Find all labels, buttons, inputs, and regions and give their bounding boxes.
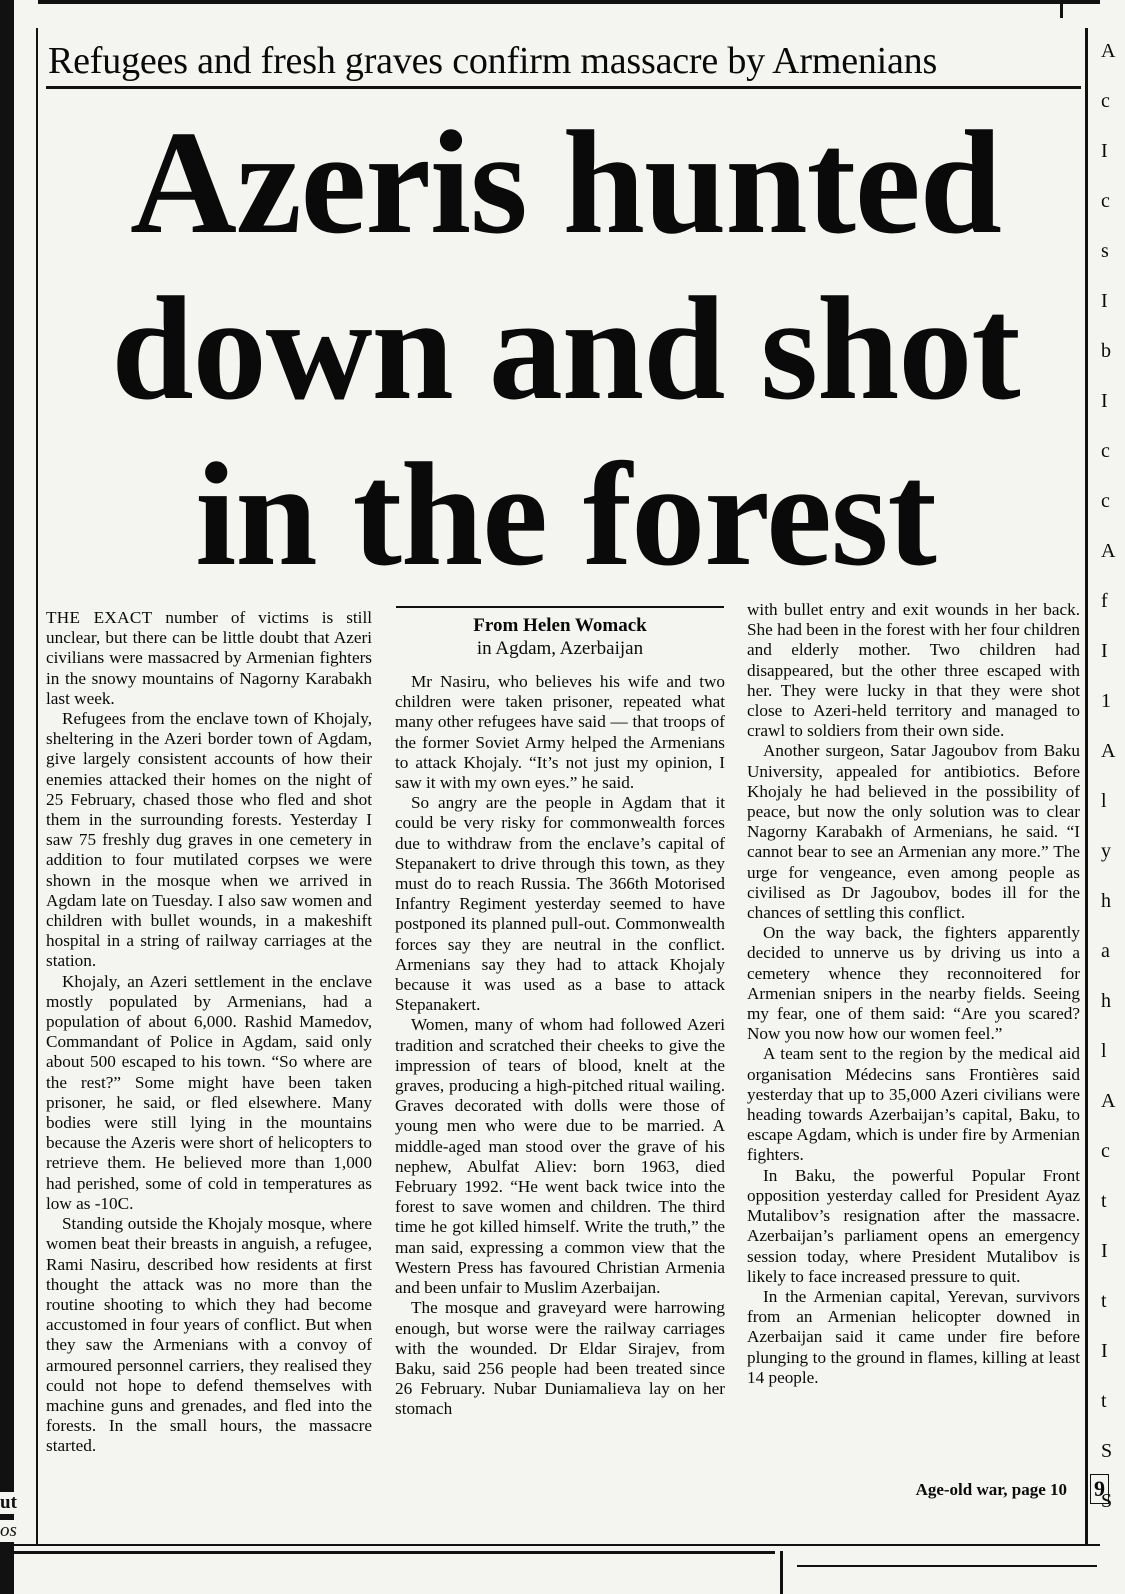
right-edge-letter: h (1101, 890, 1111, 912)
kicker-underline (46, 86, 1081, 89)
right-edge-letter: c (1101, 190, 1110, 212)
right-edge-letter: l (1101, 1040, 1107, 1062)
paragraph: Khojaly, an Azeri settlement in the enclave mostly populated by Armenians, had a population of about 6,000. Rashid Mamedov, Commandant of Police in Agdam, said only about 500 escaped to his town. “So where are the rest?” Some might have been taken prisoner, he said, or fled elsewhere. Many bodies were still lying in the mountains because the Azeris were short of helicopters to retrieve them. He believed more than 1,000 had perished, some of cold in temperatures as low as -10C. (46, 971, 372, 1213)
right-edge-letter: c (1101, 490, 1110, 512)
right-column-rule (1085, 28, 1088, 1544)
bottom-border-rule-2 (0, 1551, 775, 1554)
right-edge-letter: l (1101, 790, 1107, 812)
paragraph: On the way back, the fighters apparently decided to unnerve us by driving us into a cemetery whence they reconnoitered for Armenian snipers in the nearby fields. Seeing my fear, one of them said: “Are you scared? Now you now how our women feel.” (747, 923, 1080, 1044)
left-page-edge (0, 0, 14, 1594)
paragraph: Refugees from the enclave town of Khojaly, sheltering in the Azeri border town of Agdam, give largely consistent accounts of how their enemies attacked their homes on the night of 25 February, chased those who fled and shot them in the surrounding forests. Yesterday I saw 75 freshly dug graves in one cemetery in addition to four mutilated corpses we were shown in the mosque when we arrived in Agdam late on Tuesday. I also saw women and children with bullet wounds, in a makeshift hospital in a string of railway carriages at the station. (46, 709, 372, 971)
headline-line-1: Azeris hunted (130, 101, 1001, 265)
right-edge-letter: c (1101, 1140, 1110, 1162)
right-edge-letter: t (1101, 1290, 1107, 1312)
right-edge-letter: A (1101, 1090, 1116, 1112)
right-edge-letter: I (1101, 390, 1108, 412)
paragraph: THE EXACT number of victims is still unclear, but there can be little doubt that Azeri civilians were massacred by Armenian fighters in the snowy mountains of Nagorny Karabakh last week. (46, 608, 372, 708)
right-edge-letter: I (1101, 290, 1108, 312)
right-edge-letter: y (1101, 840, 1111, 862)
right-edge-letter: t (1101, 1190, 1107, 1212)
right-edge-letter: c (1101, 440, 1110, 462)
right-edge-letter: a (1101, 940, 1110, 962)
paragraph: A team sent to the region by the medical aid organisation Médecins sans Frontières said yesterday that up to 35,000 Azeri civilians were heading towards Azerbaijan’s capital, Baku, to escape Agdam, which is under fire by Armenian fighters. (747, 1044, 1080, 1165)
byline-rule (396, 606, 724, 608)
headline-line-3: in the forest (195, 433, 936, 597)
continuation-line: Age-old war, page 10 (915, 1480, 1067, 1499)
byline-place: in Agdam, Azerbaijan (476, 638, 644, 659)
paragraph: In the Armenian capital, Yerevan, survivors from an Armenian helicopter downed in Azerbaijan said it came under fire before plunging to the ground in flames, killing at least 14 people. (747, 1286, 1080, 1387)
paragraph: Women, many of whom had followed Azeri tradition and scratched their cheeks to give the impression of tears of blood, knelt at the graves, producing a high-pitched ritual wailing. Graves decorated with dolls were those of young men who were due to be married. A middle-aged man stood over the grave of his nephew, Abulfat Aliev: born 1963, died February 1992. “He went back twice into the forest to save women and children. The third time he got killed himself. Write the truth,” the man said, expressing a common view that the Western Press has favoured Christian Armenia and been unfair to Muslim Azerbaijan. (395, 1015, 725, 1298)
right-edge-letter: A (1101, 740, 1116, 762)
right-edge-letter: h (1101, 990, 1111, 1012)
left-edge-fragment-1: ut (0, 1492, 22, 1514)
byline (395, 614, 725, 660)
paragraph: Another surgeon, Satar Jagoubov from Baku University, appealed for antibiotics. Before Khojaly he had believed in the possibility of peace, but now the only solution was to clear Nagorny Karabakh of Armenians, he said. “I cannot bear to see an Armenian any more.” The urge for vengeance, even among people as civilised as Dr Jagoubov, bodes ill for the chances of settling this conflict. (747, 741, 1080, 923)
page-number: 9 (1090, 1474, 1109, 1504)
top-right-tick (1060, 0, 1063, 18)
paragraph: The mosque and graveyard were harrowing enough, but worse were the railway carriages with the wounded. Dr Eldar Sirajev, from Baku, said 256 people had been treated since 26 February. Nubar Duniamalieva lay on her stomach (395, 1298, 725, 1419)
bottom-box-rule (780, 1551, 783, 1594)
right-edge-letter: c (1101, 90, 1110, 112)
headline-line-2: down and shot (111, 267, 1020, 431)
right-edge-letter: f (1101, 590, 1108, 612)
top-border-rule (38, 0, 1100, 4)
article-column-3 (747, 600, 1080, 1388)
left-edge-fragment-2: os (0, 1520, 22, 1542)
paragraph: with bullet entry and exit wounds in her back. She had been in the forest with her four children and elderly mother. Two children had disappeared, but the other three escaped with her. They were lucky in that they were shot close to Azeri-held territory and managed to crawl to soldiers from their own side. (747, 600, 1080, 741)
article-column-2 (395, 614, 725, 1420)
right-edge-letter: b (1101, 340, 1111, 362)
right-edge-letter: I (1101, 640, 1108, 662)
bottom-box-rule-2 (797, 1565, 1097, 1567)
kicker-subheadline: Refugees and fresh graves confirm massacre by Armenians (48, 40, 938, 82)
right-edge-letter: A (1101, 540, 1116, 562)
right-edge-letter: 1 (1101, 690, 1111, 712)
main-headline (48, 100, 1083, 598)
right-edge-letter: s (1101, 240, 1109, 262)
byline-name: From Helen Womack (473, 615, 647, 636)
left-column-rule (36, 28, 38, 1544)
right-edge-letter: t (1101, 1390, 1107, 1412)
right-edge-letter: S (1101, 1440, 1113, 1462)
paragraph: Standing outside the Khojaly mosque, where women beat their breasts in anguish, a refugee, Rami Nasiru, described how residents at first thought the attack was no more than the routine shooting to which they had become accustomed in four years of conflict. But when they saw the Armenians with a convoy of armoured personnel carriers, they realised they could not hope to defend themselves with machine guns and grenades, and fled into the forests. In the small hours, the massacre started. (46, 1214, 372, 1456)
right-edge-letter: I (1101, 1340, 1108, 1362)
lead-caps: THE EXACT (46, 608, 153, 627)
right-edge-letter: I (1101, 1240, 1108, 1262)
right-edge-letter: I (1101, 140, 1108, 162)
right-edge-letter: A (1101, 40, 1116, 62)
bottom-border-rule (0, 1544, 1100, 1546)
paragraph: So angry are the people in Agdam that it could be very risky for commonwealth forces due to withdraw from the enclave’s capital of Stepanakert to drive through this town, as they must do to reach Russia. The 366th Motorised Infantry Regiment yesterday seemed to have postponed its planned pull-out. Commonwealth forces say they are neutral in the conflict. Armenians say they had to attack Khojaly because it was used as a base to attack Stepanakert. (395, 793, 725, 1015)
right-edge-letter: S (1101, 1490, 1113, 1512)
paragraph: Mr Nasiru, who believes his wife and two children were taken prisoner, repeated what many other refugees have said — that troops of the former Soviet Army helped the Armenians to attack Khojaly. “It’s not just my opinion, I saw it with my own eyes.” he said. (395, 672, 725, 793)
paragraph: In Baku, the powerful Popular Front opposition yesterday called for President Ayaz Mutalibov’s resignation after the massacre. Azerbaijan’s parliament opens an emergency session today, where President Mutalibov is likely to face increased pressure to quit. (747, 1165, 1080, 1286)
article-column-1 (46, 608, 372, 1457)
